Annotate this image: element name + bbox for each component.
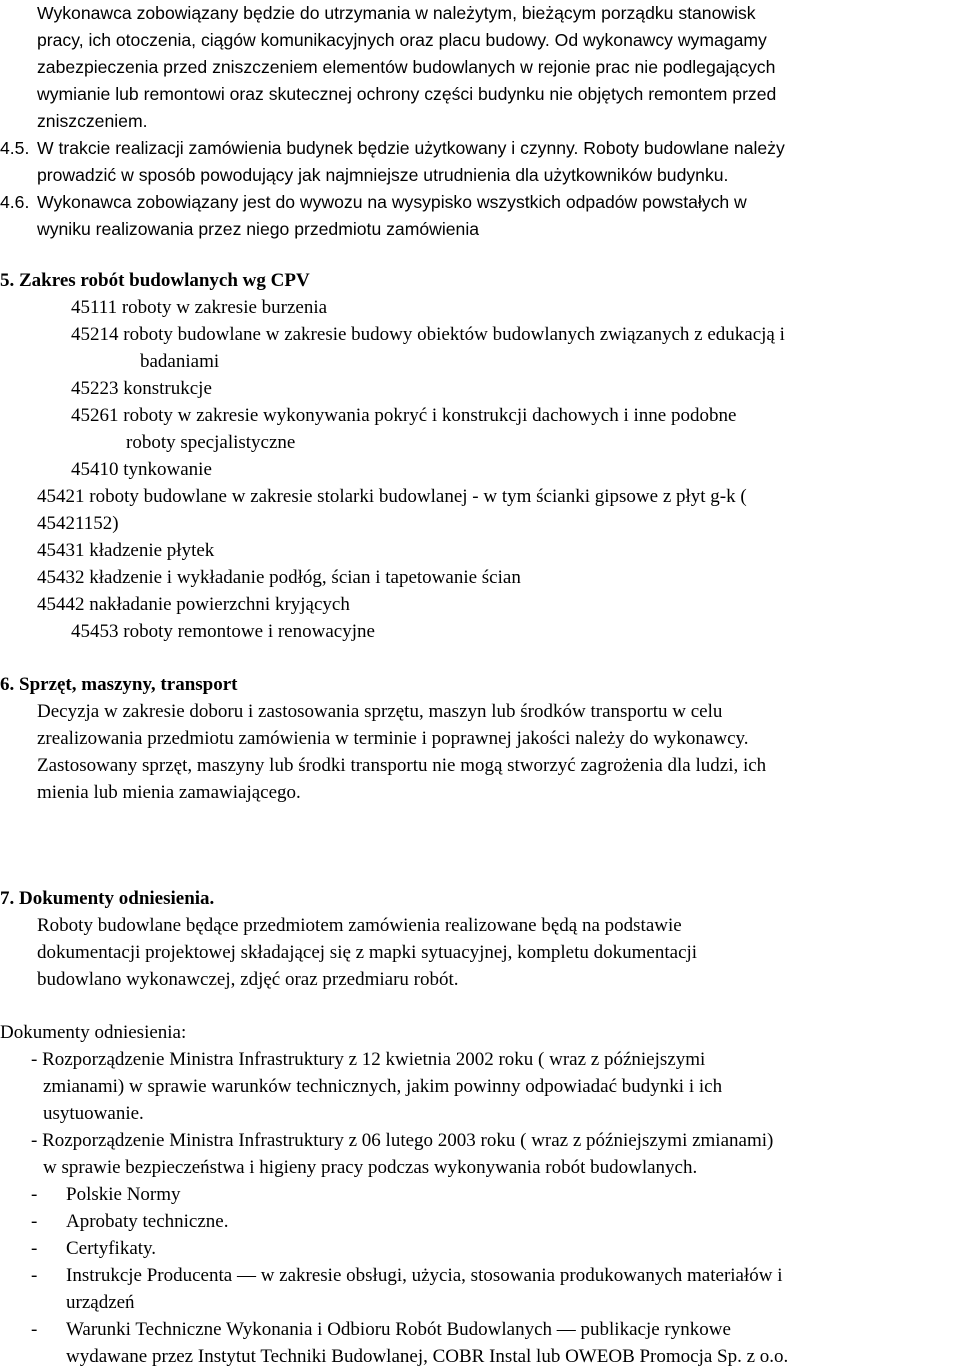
cpv-row: 45410 tynkowanie (71, 459, 212, 480)
reference-item: - Rozporządzenie Ministra Infrastruktury z 12 kwietnia 2002 roku ( wraz z późniejszymi (31, 1049, 706, 1070)
paragraph-line: dokumentacji projektowej składającej się z mapki sytuacyjnej, kompletu dokumentacji (37, 942, 698, 963)
section-heading: 5. Zakres robót budowlanych wg CPV (0, 270, 310, 291)
paragraph-line: Zastosowany sprzęt, maszyny lub środki transportu nie mogą stworzyć zagrożenia dla ludzi, ich (37, 755, 767, 776)
intro-line: Wykonawca zobowiązany będzie do utrzymania w należytym, bieżącym porządku stanowisk (37, 3, 756, 23)
reference-item: Aprobaty techniczne. (66, 1211, 229, 1232)
cpv-row: 45431 kładzenie płytek (37, 540, 215, 561)
cpv-row: 45111 roboty w zakresie burzenia (71, 297, 328, 318)
cpv-row: 45442 nakładanie powierzchni kryjących (37, 594, 350, 615)
item-line: Wykonawca zobowiązany jest do wywozu na wysypisko wszystkich odpadów powstałych w (37, 192, 747, 212)
item-line: W trakcie realizacji zamówienia budynek będzie użytkowany i czynny. Roboty budowlane należy (37, 138, 785, 158)
cpv-row-continued: 45421152) (37, 513, 119, 534)
item-line: wyniku realizowania przez niego przedmiotu zamówienia (37, 219, 480, 239)
intro-line: pracy, ich otoczenia, ciągów komunikacyjnych oraz placu budowy. Od wykonawcy wymagamy (37, 30, 767, 50)
reference-item: Instrukcje Producenta — w zakresie obsługi, użycia, stosowania produkowanych materiałów i (66, 1265, 783, 1286)
cpv-row-continued: badaniami (140, 351, 220, 372)
intro-line: zniszczeniem. (37, 111, 148, 131)
reference-bullet: - (31, 1184, 38, 1205)
paragraph-line: mienia lub mienia zamawiającego. (37, 782, 301, 803)
reference-item: - Rozporządzenie Ministra Infrastruktury z 06 lutego 2003 roku ( wraz z późniejszymi zmianami) (31, 1130, 774, 1151)
section-heading: 6. Sprzęt, maszyny, transport (0, 674, 238, 695)
cpv-row: 45214 roboty budowlane w zakresie budowy obiektów budowlanych związanych z edukacją i (71, 324, 785, 345)
references-title: Dokumenty odniesienia: (0, 1022, 187, 1043)
cpv-row: 45432 kładzenie i wykładanie podłóg, ścian i tapetowanie ścian (37, 567, 521, 588)
item-number: 4.5. (0, 138, 30, 158)
reference-item: Certyfikaty. (66, 1238, 157, 1259)
paragraph-line: budowlano wykonawczej, zdjęć oraz przedmiaru robót. (37, 969, 459, 990)
cpv-row-continued: roboty specjalistyczne (126, 432, 296, 453)
reference-bullet: - (31, 1319, 38, 1340)
reference-item: Warunki Techniczne Wykonania i Odbioru Robót Budowlanych — publikacje rynkowe (66, 1319, 731, 1340)
cpv-row: 45421 roboty budowlane w zakresie stolarki budowlanej - w tym ścianki gipsowe z płyt g-k ( (37, 486, 747, 507)
reference-item-continued: zmianami) w sprawie warunków technicznych, jakim powinny odpowiadać budynki i ich (43, 1076, 723, 1097)
reference-item-continued: wydawane przez Instytut Techniki Budowlanej, COBR Instal lub OWEOB Promocja Sp. z o.o. (66, 1346, 789, 1367)
reference-item: Polskie Normy (66, 1184, 181, 1205)
cpv-row: 45261 roboty w zakresie wykonywania pokryć i konstrukcji dachowych i inne podobne (71, 405, 737, 426)
paragraph-line: Roboty budowlane będące przedmiotem zamówienia realizowane będą na podstawie (37, 915, 682, 936)
cpv-row: 45223 konstrukcje (71, 378, 212, 399)
intro-line: wymianie lub remontowi oraz skutecznej ochrony części budynku nie objętych remontem przed (37, 84, 777, 104)
reference-bullet: - (31, 1238, 38, 1259)
item-line: prowadzić w sposób powodujący jak najmniejsze utrudnienia dla użytkowników budynku. (37, 165, 729, 185)
reference-item-continued: usytuowanie. (43, 1103, 144, 1124)
paragraph-line: Decyzja w zakresie doboru i zastosowania sprzętu, maszyn lub środków transportu w celu (37, 701, 723, 722)
paragraph-line: zrealizowania przedmiotu zamówienia w terminie i poprawnej jakości należy do wykonawcy. (37, 728, 749, 749)
cpv-row: 45453 roboty remontowe i renowacyjne (71, 621, 375, 642)
reference-bullet: - (31, 1211, 38, 1232)
intro-line: zabezpieczenia przed zniszczeniem elementów budowlanych w rejonie prac nie podlegających (37, 57, 776, 77)
reference-item-continued: urządzeń (66, 1292, 135, 1313)
item-number: 4.6. (0, 192, 30, 212)
reference-bullet: - (31, 1265, 38, 1286)
reference-item-continued: w sprawie bezpieczeństwa i higieny pracy podczas wykonywania robót budowlanych. (43, 1157, 698, 1178)
section-heading: 7. Dokumenty odniesienia. (0, 888, 215, 909)
